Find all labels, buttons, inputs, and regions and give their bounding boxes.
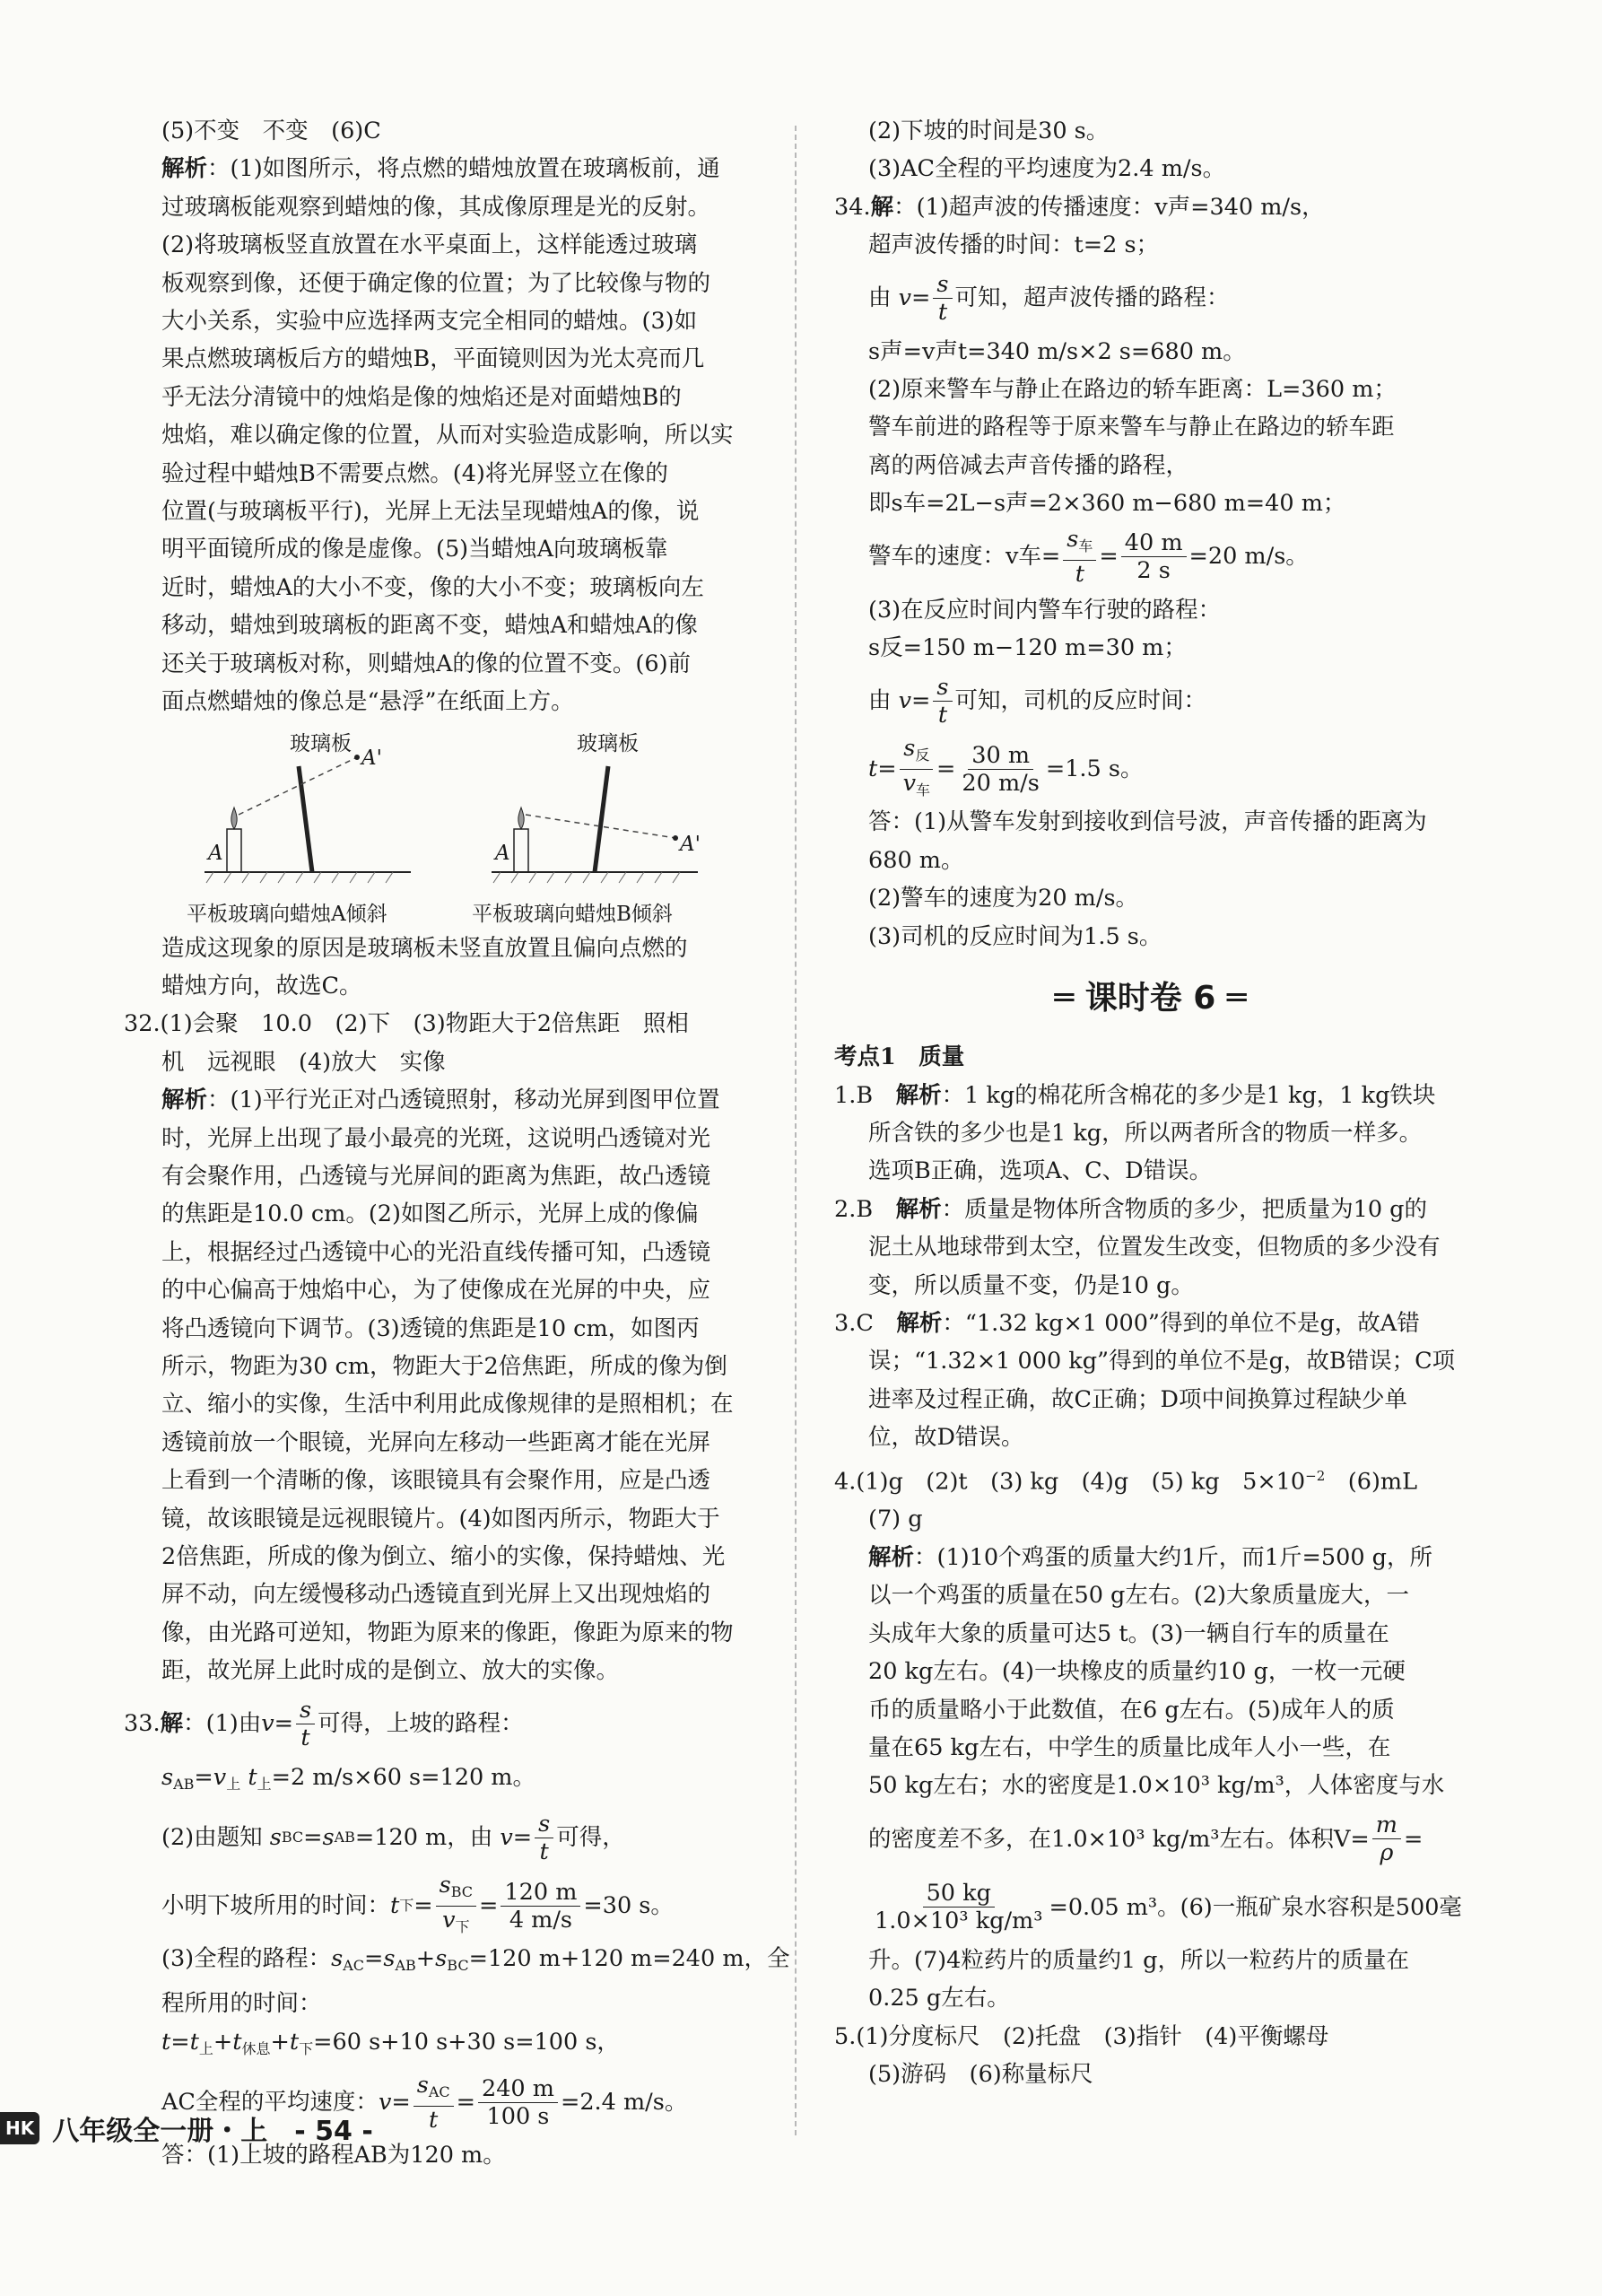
text-line — [124, 1081, 752, 1119]
text-line: 大小关系，实验中应选择两支完全相同的蜡烛。(3)如 — [161, 308, 698, 336]
formula-fraction — [871, 1880, 1046, 1934]
text-line: 位，故D错误。 — [868, 1424, 1024, 1452]
text-line: (2)由题知 s BC = s AB =120 m，由 v = $\frac{s}{t}$ 可得， — [161, 1810, 625, 1865]
question-number: 34. — [834, 193, 871, 221]
text-span: = — [1403, 1825, 1424, 1853]
text-span: 小明下坡所用的时间： — [161, 1891, 391, 1919]
formula-fraction: $\frac{s}{t}$ — [933, 674, 952, 729]
page-footer — [0, 2101, 373, 2155]
text-line: 由 v = $\frac{s}{t}$ 可知，超声波传播的路程： — [868, 271, 1230, 327]
text-span: ：“1.32 kg×1 000”得到的单位不是g，故A错 — [942, 1309, 1420, 1337]
text-line: 量在65 kg左右，中学生的质量比成年人小一些，在 — [868, 1733, 1391, 1761]
mirror-diagram — [187, 729, 725, 890]
text-line: 误；“1.32×1 000 kg”得到的单位不是g，故B错误；C项 — [868, 1348, 1456, 1375]
text-line: (3)司机的反应时间为1.5 s。 — [868, 922, 1162, 950]
text-span: ：(1)平行光正对凸透镜照射，移动光屏到图甲位置 — [207, 1087, 720, 1114]
text-span: ：(1)10个鸡蛋的质量大约1斤，而1斤=500 g，所 — [914, 1543, 1432, 1571]
text-line — [834, 1873, 1467, 1942]
figure-label-a1: A — [208, 841, 223, 865]
text-line: 离的两倍减去声音传播的路程， — [868, 451, 1189, 479]
label-jiexi: 解析 — [895, 1195, 942, 1223]
text-line: 由 v = $\frac{s}{t}$ 可知，司机的反应时间： — [868, 673, 1207, 729]
text-line: 泥土从地球带到太空，位置发生改变，但物质的多少没有 — [868, 1234, 1441, 1261]
right-column — [834, 112, 1467, 2093]
text-line: 选项B正确，选项A、C、D错误。 — [868, 1157, 1213, 1185]
text-line: 面点燃蜡烛的像总是“悬浮”在纸面上方。 — [161, 688, 574, 716]
text-span: =1.5 s。 — [1045, 755, 1144, 783]
text-line: 有会聚作用，凸透镜与光屏间的距离为焦距，故凸透镜 — [161, 1162, 711, 1190]
text-span: ：质量是物体所含物质的多少，把质量为10 g的 — [941, 1195, 1427, 1223]
text-line: 即s车=2L−s声=2×360 m−680 m=40 m； — [868, 490, 1346, 518]
left-column — [124, 112, 790, 2175]
text-line: (3)全程的路程：$s_{AC}=s_{AB}+s_{BC}=120$ m+120 m=240 m，全 — [161, 1945, 790, 1975]
text-line: 33. 解 ：(1)由 v = $\frac{s}{t}$ 可得，上坡的路程： — [124, 1697, 524, 1752]
fraction-denominator: 1.0×10³ kg/m³ — [875, 1908, 1043, 1935]
text-span: =120 m，由 — [354, 1823, 493, 1851]
text-line: (3)AC全程的平均速度为2.4 m/s。 — [868, 155, 1226, 183]
text-line: 答：(1)上坡的路程AB为120 m。 — [161, 2142, 506, 2169]
text-line: 像，由光路可逆知，物距为原来的像距，像距为原来的物 — [161, 1619, 734, 1646]
formula-fraction: $\frac{240 m}{100 s}$ — [478, 2075, 558, 2130]
text-line: 近时，蜡烛A的大小不变，像的大小不变；玻璃板向左 — [161, 573, 704, 601]
text-line: (2)将玻璃板竖直放置在水平桌面上，这样能透过玻璃 — [161, 231, 698, 259]
text-span: (3)全程的路程： — [161, 1945, 332, 1973]
footer-text: 八年级全一册・上 - 54 - — [52, 2116, 373, 2147]
text-line: (5)不变 不变 (6)C — [161, 118, 381, 144]
text-line: 验过程中蜡烛B不需要点燃。(4)将光屏竖立在像的 — [161, 459, 668, 487]
formula-fraction: $\frac{s_{BC}}{v_下}$ — [436, 1872, 476, 1941]
text-line: 的焦距是10.0 cm。(2)如图乙所示，光屏上成的像偏 — [161, 1200, 699, 1228]
column-divider — [795, 126, 797, 2135]
text-line: 头成年大象的质量可达5 t。(3)一辆自行车的质量在 — [868, 1619, 1389, 1647]
text-line: 透镜前放一个眼镜，光屏向左移动一些距离才能在光屏 — [161, 1428, 711, 1456]
text-line: (5)游码 (6)称量标尺 — [868, 2060, 1093, 2088]
text-span: 由 — [868, 284, 892, 312]
formula-fraction: $\frac{s_反}{v_车}$ — [900, 735, 934, 804]
text-line — [834, 1805, 1467, 1873]
text-span: (6)mL — [1325, 1468, 1418, 1496]
text-line: (3)在反应时间内警车行驶的路程： — [868, 596, 1222, 624]
text-span: 可得， — [556, 1823, 625, 1851]
text-line: 板观察到像，还便于确定像的位置；为了比较像与物的 — [161, 269, 711, 297]
label-jie: 解 — [160, 1710, 184, 1738]
text-line: 680 m。 — [868, 846, 964, 874]
text-line: 程所用的时间： — [161, 1990, 322, 2018]
text-line: 上看到一个清晰的像，该眼镜具有会聚作用，应是凸透 — [161, 1467, 711, 1495]
text-span: ：1 kg的棉花所含棉花的多少是1 kg，1 kg铁块 — [941, 1081, 1436, 1109]
formula-fraction: $\frac{s_车}{t}$ — [1063, 526, 1096, 588]
formula-fraction: $\frac{m}{\rho}$ — [1372, 1811, 1401, 1866]
mirror-figure — [187, 729, 725, 926]
text-line: 变，所以质量不变，仍是10 g。 — [868, 1271, 1194, 1299]
label-jiexi: 解析 — [161, 155, 208, 183]
text-line: 立、缩小的实像，生活中利用此成像规律的是照相机；在 — [161, 1391, 734, 1419]
text-line: 将凸透镜向下调节。(3)透镜的焦距是10 cm，如图丙 — [161, 1314, 700, 1342]
text-line: 明平面镜所成的像是虚像。(5)当蜡烛A向玻璃板靠 — [161, 536, 668, 563]
text-span: 由 — [868, 687, 892, 715]
text-span: =0.05 m³。(6)一瓶矿泉水容积是500毫 — [1049, 1893, 1462, 1921]
text-line: AC全程的平均速度： v = $\frac{s_{AC}}{t}$ = $\frac{240 m}{100 s}$ =2.4 m/s。 — [161, 2071, 688, 2134]
text-span: =60 s+10 s+30 s=100 s， — [313, 2028, 620, 2056]
text-line — [834, 1191, 1467, 1228]
text-line: 答：(1)从警车发射到接收到信号波，声音传播的距离为 — [868, 808, 1427, 836]
text-line: 距，故光屏上此时成的是倒立、放大的实像。 — [161, 1657, 620, 1685]
exponent: −2 — [1305, 1467, 1326, 1484]
figure-label-glass-2: 玻璃板 — [577, 731, 639, 755]
figure-caption-1: 平板玻璃向蜡烛A倾斜 — [187, 902, 387, 926]
text-span: 警车的速度：v车= — [868, 543, 1061, 571]
text-span: ：(1)如图所示，将点燃的蜡烛放置在玻璃板前，通 — [207, 155, 720, 183]
text-line — [834, 1305, 1467, 1342]
formula-fraction: $\frac{s}{t}$ — [535, 1811, 553, 1865]
answer-choice: 2.B — [834, 1195, 896, 1223]
text-line: 20 kg左右。(4)一块橡皮的质量约10 g，一枚一元硬 — [868, 1658, 1406, 1686]
label-jiexi: 解析 — [895, 1081, 942, 1109]
text-span: ：(1)超声波的传播速度：v声=340 m/s， — [893, 193, 1325, 221]
text-line: 烛焰，难以确定像的位置，从而对实验造成影响，所以实 — [161, 422, 734, 450]
answer-choice: 1.B — [834, 1081, 896, 1109]
text-span: =2 m/s×60 s=120 m。 — [271, 1763, 535, 1791]
text-line: 蜡烛方向，故选C。 — [161, 972, 362, 1000]
text-span: AC全程的平均速度： — [161, 2089, 379, 2117]
text-line: t = $\frac{s_反}{v_车}$ = $\frac{30 m}{20 m/s}$ =1.5 s。 — [834, 735, 1467, 803]
text-line: 镜，故该眼镜是远视眼镜片。(4)如图丙所示，物距大于 — [161, 1505, 720, 1532]
text-line: 移动，蜡烛到玻璃板的距离不变，蜡烛A和蜡烛A的像 — [161, 612, 698, 640]
text-line — [834, 188, 1467, 226]
text-line: 小明下坡所用的时间： t 下 = $\frac{s_{BC}}{v_下}$ = $\frac{120 m}{4 m/s}$ =30 s。 — [124, 1872, 752, 1940]
text-line: 以一个鸡蛋的质量在50 g左右。(2)大象质量庞大，一 — [868, 1582, 1409, 1610]
text-line: (2)下坡的时间是30 s。 — [868, 118, 1110, 144]
text-span: 4.(1)g (2)t (3) kg (4)g (5) kg 5×10 — [834, 1468, 1306, 1496]
formula-fraction: $\frac{40 m}{2 s}$ — [1121, 529, 1187, 584]
text-line: 警车前进的路程等于原来警车与静止在路边的轿车距 — [868, 414, 1395, 441]
text-line: 升。(7)4粒药片的质量约1 g，所以一粒药片的质量在 — [868, 1946, 1409, 1974]
formula-fraction: $\frac{s_{AC}}{t}$ — [414, 2072, 454, 2134]
figure-label-ap2: A' — [680, 832, 701, 856]
text-line — [834, 1457, 1467, 1501]
text-line: 时，光屏上出现了最小最亮的光斑，这说明凸透镜对光 — [161, 1124, 711, 1152]
text-line: 机 远视眼 (4)放大 实像 — [161, 1048, 446, 1076]
label-jiexi: 解析 — [161, 1087, 208, 1114]
text-span: =20 m/s。 — [1188, 543, 1309, 571]
label-jiexi: 解析 — [868, 1543, 915, 1571]
text-line — [834, 1539, 1467, 1576]
text-span: 可知，超声波传播的路程： — [954, 284, 1230, 312]
text-line — [124, 150, 752, 188]
text-span: =120 m+120 m=240 m，全 — [468, 1945, 790, 1973]
text-line: s反=150 m−120 m=30 m； — [868, 634, 1187, 662]
text-span: (2)由题知 — [161, 1823, 263, 1851]
formula-fraction: $\frac{s}{t}$ — [933, 271, 952, 326]
text-line: 造成这现象的原因是玻璃板未竖直放置且偏向点燃的 — [161, 934, 688, 962]
text-line: $s_{AB}=v_上$ $t_上=2$ m/s×60 s=120 m。 — [161, 1763, 535, 1793]
text-line: 5.(1)分度标尺 (2)托盘 (3)指针 (4)平衡螺母 — [834, 2022, 1329, 2050]
text-line: 警车的速度：v车= $\frac{s_车}{t}$ = $\frac{40 m}{2 s}$ =20 m/s。 — [868, 526, 1309, 589]
formula-fraction: $\frac{30 m}{20 m/s}$ — [962, 741, 1040, 797]
question-number: 33. — [124, 1710, 161, 1738]
figure-label-a2: A — [495, 841, 510, 865]
text-line — [834, 1077, 1467, 1114]
text-span: =2.4 m/s。 — [560, 2089, 688, 2117]
text-span: 可得，上坡的路程： — [318, 1710, 524, 1738]
text-span: =30 s。 — [583, 1891, 674, 1919]
label-jiexi: 解析 — [896, 1309, 943, 1337]
text-line: 币的质量略小于此数值，在6 g左右。(5)成年人的质 — [868, 1696, 1395, 1724]
figure-caption-2: 平板玻璃向蜡烛B倾斜 — [472, 902, 673, 926]
topic-heading: 考点1 质量 — [834, 1043, 965, 1071]
section-title: ═ 课时卷 6 ═ — [1054, 980, 1247, 1017]
text-line: $t=t_上+t_{休息}+t_下=60$ s+10 s+30 s=100 s， — [161, 2028, 620, 2057]
text-line: 32.(1)会聚 10.0 (2)下 (3)物距大于2倍焦距 照相 — [124, 1010, 689, 1038]
fraction-numerator: 50 kg — [923, 1880, 995, 1908]
text-line: 果点燃玻璃板后方的蜡烛B，平面镜则因为光太亮而几 — [161, 345, 705, 373]
text-line: 2倍焦距，所成的像为倒立、缩小的实像，保持蜡烛、光 — [161, 1543, 726, 1570]
label-jie: 解 — [870, 193, 894, 221]
text-span: ：(1)由 — [183, 1710, 262, 1738]
text-line: s声=v声t=340 m/s×2 s=680 m。 — [868, 337, 1246, 365]
text-line: 上，根据经过凸透镜中心的光沿直线传播可知，凸透镜 — [161, 1238, 711, 1266]
text-line: (2)警车的速度为20 m/s。 — [868, 885, 1139, 912]
text-span: 可知，司机的反应时间： — [954, 687, 1207, 715]
text-line: 还关于玻璃板对称，则蜡烛A的像的位置不变。(6)前 — [161, 650, 692, 677]
text-line: 的中心偏高于烛焰中心，为了使像成在光屏的中央，应 — [161, 1277, 711, 1305]
text-line: 0.25 g左右。 — [868, 1985, 1010, 2012]
answer-choice: 3.C — [834, 1309, 897, 1337]
formula-fraction: $\frac{120 m}{4 m/s}$ — [501, 1879, 580, 1934]
figure-label-ap1: A' — [361, 746, 382, 770]
text-line: (2)原来警车与静止在路边的轿车距离：L=360 m； — [868, 376, 1397, 404]
text-line: 所含铁的多少也是1 kg，所以两者所含的物质一样多。 — [868, 1119, 1423, 1147]
formula-fraction: $\frac{s}{t}$ — [296, 1697, 315, 1751]
text-line: 位置(与玻璃板平行)，光屏上无法呈现蜡烛A的像，说 — [161, 498, 700, 526]
edition-badge: HK — [0, 2112, 39, 2144]
text-line: (7) g — [868, 1506, 923, 1533]
figure-label-glass-1: 玻璃板 — [290, 731, 352, 755]
text-line: 进率及过程正确，故C正确；D项中间换算过程缺少单 — [868, 1385, 1407, 1413]
text-span: 的密度差不多，在1.0×10³ kg/m³左右。体积V= — [868, 1825, 1370, 1853]
text-line: 乎无法分清镜中的烛焰是像的烛焰还是对面蜡烛B的 — [161, 383, 682, 411]
text-line: 超声波传播的时间：t=2 s； — [868, 231, 1160, 259]
text-line: 50 kg左右；水的密度是1.0×10³ kg/m³，人体密度与水 — [868, 1772, 1445, 1800]
text-line: 屏不动，向左缓慢移动凸透镜直到光屏上又出现烛焰的 — [161, 1581, 711, 1609]
text-line: 所示，物距为30 cm，物距大于2倍焦距，所成的像为倒 — [161, 1352, 727, 1380]
text-line: 过玻璃板能观察到蜡烛的像，其成像原理是光的反射。 — [161, 193, 711, 221]
